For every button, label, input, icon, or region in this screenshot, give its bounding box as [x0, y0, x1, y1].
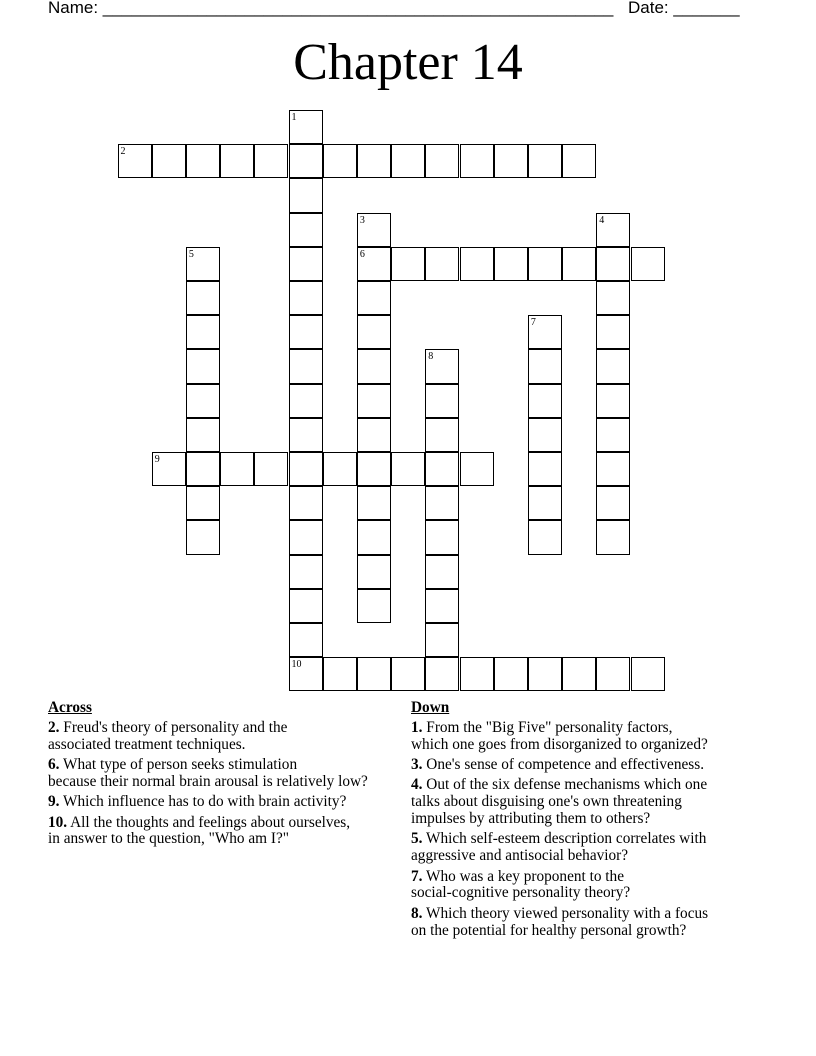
grid-cell[interactable] — [528, 486, 562, 520]
grid-cell[interactable] — [357, 384, 391, 418]
down-clues — [411, 700, 771, 943]
grid-cell[interactable] — [494, 657, 528, 691]
grid-cell[interactable] — [528, 247, 562, 281]
grid-cell[interactable] — [460, 452, 494, 486]
grid-cell[interactable] — [425, 384, 459, 418]
down-clue — [411, 720, 771, 754]
clue-number: 3 — [359, 214, 365, 226]
page-title: Chapter 14 — [293, 34, 523, 91]
grid-cell[interactable] — [152, 452, 186, 486]
grid-cell[interactable] — [289, 589, 323, 623]
clue-number: 9 — [154, 454, 160, 465]
grid-cell[interactable] — [289, 418, 323, 452]
grid-cell[interactable] — [323, 657, 357, 691]
clue-text: Which self-esteem description correlates with aggressive and antisocial behavior? — [411, 830, 707, 865]
grid-cell[interactable] — [289, 452, 323, 486]
grid-cell[interactable] — [289, 110, 323, 144]
grid-cell[interactable] — [289, 555, 323, 589]
grid-cell[interactable] — [289, 623, 323, 657]
name-field-label: Name: ______________________________________________________ — [48, 0, 614, 17]
grid-cell[interactable] — [528, 452, 562, 486]
grid-cell[interactable] — [254, 452, 288, 486]
grid-cell[interactable] — [460, 247, 494, 281]
clue-text: Freud's theory of personality and the associated treatment techniques. — [48, 718, 288, 753]
clue-label-number: 4. — [411, 776, 423, 794]
grid-cell[interactable] — [425, 589, 459, 623]
clue-label-number: 3. — [411, 755, 423, 773]
grid-cell[interactable] — [357, 213, 391, 247]
grid-cell[interactable] — [631, 657, 665, 691]
grid-cell[interactable] — [596, 657, 630, 691]
grid-cell[interactable] — [528, 520, 562, 554]
grid-cell[interactable] — [289, 657, 323, 691]
grid-cell[interactable] — [596, 520, 630, 554]
grid-cell[interactable] — [528, 315, 562, 349]
grid-cell[interactable] — [494, 144, 528, 178]
across-clue — [48, 815, 408, 849]
clue-number: 1 — [291, 112, 297, 123]
clue-number: 7 — [530, 317, 536, 329]
grid-cell[interactable] — [596, 213, 630, 247]
clue-number: 2 — [120, 146, 126, 158]
grid-cell[interactable] — [186, 281, 220, 315]
grid-cell[interactable] — [528, 144, 562, 178]
grid-cell[interactable] — [186, 349, 220, 383]
grid-cell[interactable] — [357, 349, 391, 383]
clue-label-number: 8. — [411, 904, 423, 922]
grid-cell[interactable] — [528, 349, 562, 383]
grid-cell[interactable] — [596, 486, 630, 520]
grid-cell[interactable] — [323, 452, 357, 486]
grid-cell[interactable] — [528, 657, 562, 691]
grid-cell[interactable] — [494, 247, 528, 281]
grid-cell[interactable] — [323, 144, 357, 178]
grid-cell[interactable] — [289, 178, 323, 212]
grid-cell[interactable] — [596, 247, 630, 281]
grid-cell[interactable] — [460, 144, 494, 178]
across-clue — [48, 757, 408, 791]
clue-text: What type of person seeks stimulation because their normal brain arousal is relatively low? — [48, 755, 368, 790]
down-clue-list — [411, 720, 771, 940]
clue-label-number: 2. — [48, 718, 60, 736]
grid-cell[interactable] — [289, 520, 323, 554]
down-clue — [411, 757, 771, 774]
clue-text: All the thoughts and feelings about ourselves, in answer to the question, "Who am I?" — [48, 813, 351, 848]
grid-cell[interactable] — [528, 418, 562, 452]
down-clue — [411, 869, 771, 903]
grid-cell[interactable] — [357, 657, 391, 691]
clue-text: From the "Big Five" personality factors, which one goes from disorganized to organized? — [411, 718, 708, 753]
clue-label-number: 10. — [48, 813, 68, 831]
across-clues — [48, 700, 408, 852]
grid-cell[interactable] — [186, 452, 220, 486]
clue-number: 10 — [291, 659, 302, 671]
across-heading: Across — [48, 699, 92, 716]
grid-cell[interactable] — [528, 384, 562, 418]
clue-number: 6 — [359, 248, 365, 260]
grid-cell[interactable] — [391, 657, 425, 691]
grid-cell[interactable] — [357, 418, 391, 452]
grid-cell[interactable] — [357, 486, 391, 520]
date-field-label: Date: _______ — [628, 0, 740, 17]
grid-cell[interactable] — [357, 144, 391, 178]
grid-cell[interactable] — [391, 452, 425, 486]
grid-cell[interactable] — [562, 144, 596, 178]
clue-number: 5 — [188, 248, 194, 260]
grid-cell[interactable] — [460, 657, 494, 691]
grid-cell[interactable] — [425, 486, 459, 520]
grid-cell[interactable] — [425, 418, 459, 452]
clue-label-number: 6. — [48, 755, 60, 773]
clue-number: 8 — [428, 351, 434, 363]
grid-cell[interactable] — [425, 452, 459, 486]
grid-cell[interactable] — [562, 657, 596, 691]
down-clue — [411, 777, 771, 827]
grid-cell[interactable] — [186, 315, 220, 349]
grid-cell[interactable] — [186, 384, 220, 418]
grid-cell[interactable] — [357, 555, 391, 589]
grid-cell[interactable] — [357, 281, 391, 315]
grid-cell[interactable] — [289, 349, 323, 383]
grid-cell[interactable] — [425, 657, 459, 691]
grid-cell[interactable] — [425, 349, 459, 383]
grid-cell[interactable] — [425, 520, 459, 554]
grid-cell[interactable] — [596, 349, 630, 383]
across-clue-list — [48, 720, 408, 848]
clue-label-number: 9. — [48, 793, 60, 811]
clue-text: Who was a key proponent to the social-cognitive personality theory? — [411, 867, 631, 902]
grid-cell[interactable] — [289, 384, 323, 418]
grid-cell[interactable] — [562, 247, 596, 281]
grid-cell[interactable] — [118, 144, 152, 178]
across-clue — [48, 794, 408, 811]
grid-cell[interactable] — [596, 452, 630, 486]
clue-label-number: 1. — [411, 718, 423, 736]
grid-cell[interactable] — [391, 144, 425, 178]
grid-cell[interactable] — [425, 144, 459, 178]
grid-cell[interactable] — [289, 281, 323, 315]
grid-cell[interactable] — [596, 384, 630, 418]
grid-cell[interactable] — [289, 213, 323, 247]
grid-cell[interactable] — [357, 520, 391, 554]
grid-cell[interactable] — [596, 418, 630, 452]
clue-label-number: 5. — [411, 830, 423, 848]
grid-cell[interactable] — [631, 247, 665, 281]
grid-cell[interactable] — [357, 315, 391, 349]
grid-cell[interactable] — [186, 418, 220, 452]
across-clue — [48, 720, 408, 754]
grid-cell[interactable] — [596, 315, 630, 349]
grid-cell[interactable] — [357, 589, 391, 623]
grid-cell[interactable] — [391, 247, 425, 281]
clue-text: Which theory viewed personality with a focus on the potential for healthy personal growth? — [411, 904, 709, 939]
grid-cell[interactable] — [289, 486, 323, 520]
down-clue — [411, 831, 771, 865]
grid-cell[interactable] — [289, 315, 323, 349]
grid-cell[interactable] — [220, 144, 254, 178]
clue-text: One's sense of competence and effectiveness. — [422, 755, 705, 773]
down-clue — [411, 906, 771, 940]
grid-cell[interactable] — [289, 247, 323, 281]
grid-cell[interactable] — [254, 144, 288, 178]
grid-cell[interactable] — [357, 247, 391, 281]
grid-cell[interactable] — [186, 520, 220, 554]
grid-cell[interactable] — [186, 144, 220, 178]
grid-cell[interactable] — [596, 281, 630, 315]
grid-cell[interactable] — [425, 623, 459, 657]
grid-cell[interactable] — [186, 486, 220, 520]
grid-cell[interactable] — [289, 144, 323, 178]
down-heading: Down — [411, 699, 450, 716]
clue-number: 4 — [599, 214, 605, 226]
grid-cell[interactable] — [425, 555, 459, 589]
grid-cell[interactable] — [425, 247, 459, 281]
grid-cell[interactable] — [220, 452, 254, 486]
clue-label-number: 7. — [411, 867, 423, 885]
grid-cell[interactable] — [357, 452, 391, 486]
clue-text: Out of the six defense mechanisms which one talks about disguising one's own threatening impulses by attributing them to others? — [411, 776, 708, 827]
grid-cell[interactable] — [152, 144, 186, 178]
clue-text: Which influence has to do with brain activity? — [59, 793, 347, 811]
grid-cell[interactable] — [186, 247, 220, 281]
